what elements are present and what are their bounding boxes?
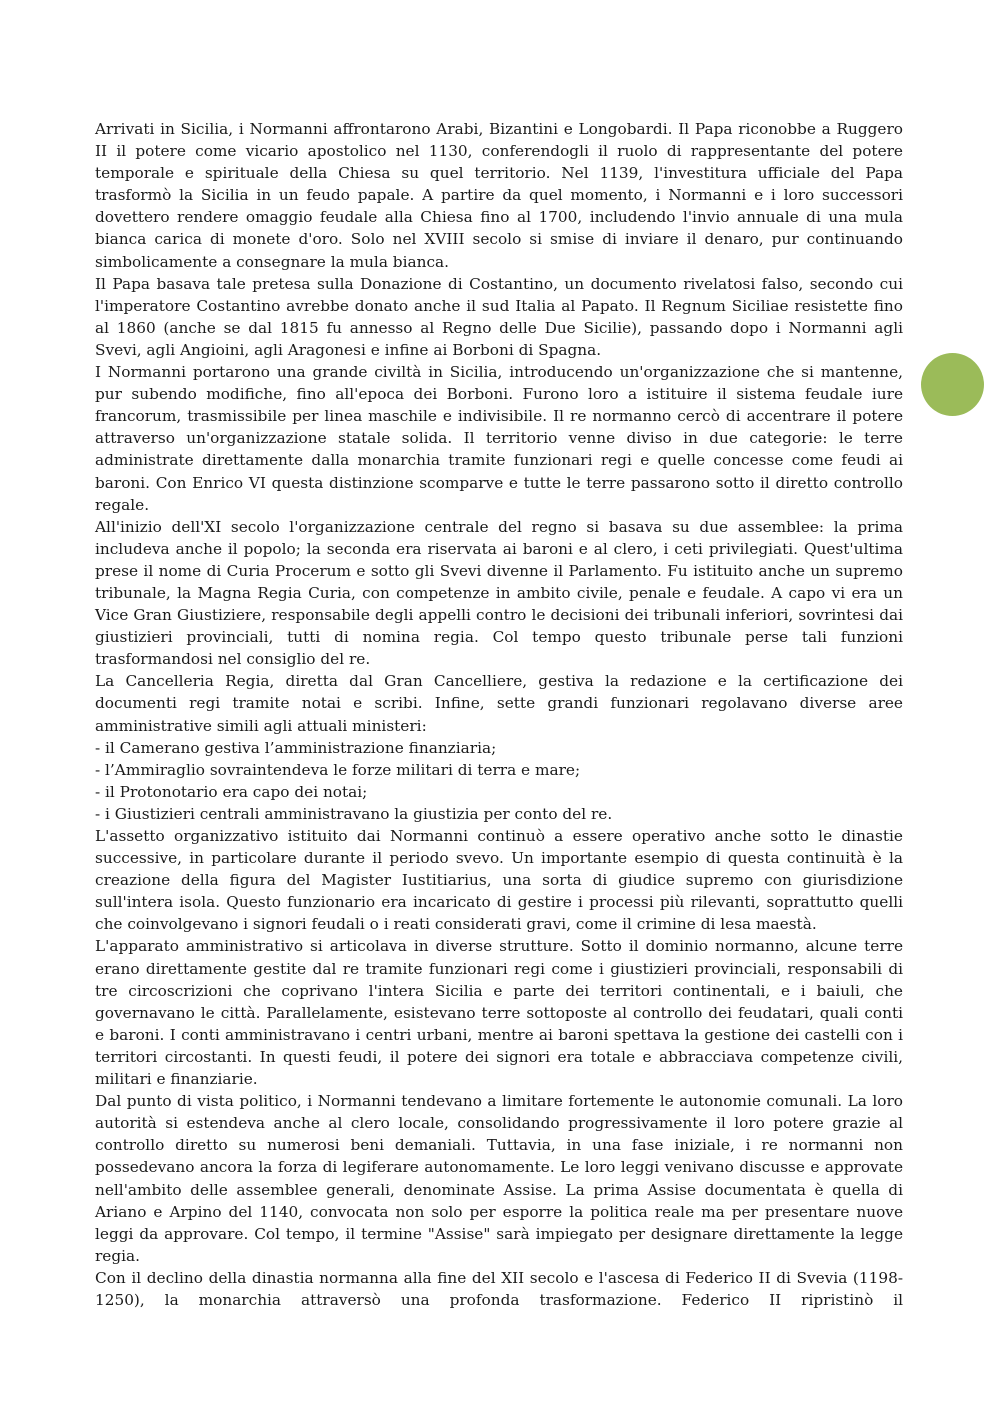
green-circle-marker <box>921 353 984 416</box>
paragraph-5: La Cancelleria Regia, diretta dal Gran Cancelliere, gestiva la redazione e la certificazione dei documenti regi tramite notai e scribi. Infine, sette grandi funzionari regolavano diverse aree amministrative simili agli attuali ministeri: <box>95 672 903 735</box>
paragraph-6: L'assetto organizzativo istituito dai Normanni continuò a essere operativo anche sotto le dinastie successive, in particolare durante il periodo svevo. Un importante esempio di questa continuità è la creazione della figura del Magister Iustitiarius, una sorta di giudice supremo con giurisdizione sull'intera isola. Questo funzionario era incaricato di gestire i processi più rilevanti, soprattutto quelli che coinvolgevano i signori feudali o i reati considerati gravi, come il crimine di lesa maestà. <box>95 827 903 934</box>
paragraph-3: I Normanni portarono una grande civiltà in Sicilia, introducendo un'organizzazione che si mantenne, pur subendo modifiche, fino all'epoca dei Borboni. Furono loro a istituire il sistema feudale iure francorum, trasmissibile per linea maschile e indivisibile. Il re normanno cercò di accentrare il potere attraverso un'organizzazione statale solida. Il territorio venne diviso in due categorie: le terre administrate direttamente dalla monarchia tramite funzionari regi e quelle concesse come feudi ai baroni. Con Enrico VI questa distinzione scomparve e tutte le terre passarono sotto il diretto controllo regale. <box>95 363 903 514</box>
paragraph-9: Con il declino della dinastia normanna alla fine del XII secolo e l'ascesa di Federico II di Svevia (1198-1250), la monarchia attraversò una profonda trasformazione. Federico II ripristinò il <box>95 1268 903 1309</box>
list-item: - il Camerano gestiva l’amministrazione finanziaria; <box>95 738 497 757</box>
paragraph-1: Arrivati in Sicilia, i Normanni affrontarono Arabi, Bizantini e Longobardi. Il Papa riconobbe a Ruggero II il potere come vicario apostolico nel 1130, conferendogli il ruolo di rappresentante del potere temporale e spirituale della Chiesa su quel territorio. Nel 1139, l'investitura ufficiale del Papa trasformò la Sicilia in un feudo papale. A partire da quel momento, i Normanni e i loro successori dovettero rendere omaggio feudale alla Chiesa fino al 1700, includendo l'invio annuale di una mula bianca carica di monete d'oro. Solo nel XVIII secolo si smise di inviare il denaro, pur continuando simbolicamente a consegnare la mula bianca. <box>95 120 903 271</box>
body-text <box>95 118 903 1311</box>
list-item: - l’Ammiraglio sovraintendeva le forze militari di terra e mare; <box>95 760 581 779</box>
paragraph-7: L'apparato amministrativo si articolava in diverse strutture. Sotto il dominio normanno, alcune terre erano direttamente gestite dal re tramite funzionari regi come i giustizieri provinciali, responsabili di tre circoscrizioni che coprivano l'intera Sicilia e parte dei territori continentali, e i baiuli, che governavano le città. Parallelamente, esistevano terre sottoposte al controllo dei feudatari, quali conti e baroni. I conti amministravano i centri urbani, mentre ai baroni spettava la gestione dei castelli con i territori circostanti. In questi feudi, il potere dei signori era totale e abbracciava competenze civili, militari e finanziarie. <box>95 937 903 1089</box>
list-item: - il Protonotario era capo dei notai; <box>95 782 368 801</box>
paragraph-8: Dal punto di vista politico, i Normanni tendevano a limitare fortemente le autonomie comunali. La loro autorità si estendeva anche al clero locale, consolidando progressivamente il loro potere grazie al controllo diretto su numerosi beni demaniali. Tuttavia, in una fase iniziale, i re normanni non possedevano ancora la forza di legiferare autonomamente. Le loro leggi venivano discusse e approvate nell'ambito delle assemblee generali, denominate Assise. La prima Assise documentata è quella di Ariano e Arpino del 1140, convocata non solo per esporre la politica reale ma per presentare nuove leggi da approvare. Col tempo, il termine "Assise" sarà impiegato per designare direttamente la legge regia. <box>95 1092 903 1265</box>
paragraph-2: Il Papa basava tale pretesa sulla Donazione di Costantino, un documento rivelatosi falso, secondo cui l'imperatore Costantino avrebbe donato anche il sud Italia al Papato. Il Regnum Siciliae resistette fino al 1860 (anche se dal 1815 fu annesso al Regno delle Due Sicilie), passando dopo i Normanni agli Svevi, agli Angioini, agli Aragonesi e infine ai Borboni di Spagna. <box>95 274 903 359</box>
officials-list <box>95 737 903 825</box>
paragraph-4: All'inizio dell'XI secolo l'organizzazione centrale del regno si basava su due assemblee: la prima includeva anche il popolo; la seconda era riservata ai baroni e al clero, i ceti privilegiati. Quest'ultima prese il nome di Curia Procerum e sotto gli Svevi divenne il Parlamento. Fu istituito anche un supremo tribunale, la Magna Regia Curia, con competenze in ambito civile, penale e feudale. A capo vi era un Vice Gran Giustiziere, responsabile degli appelli contro le decisioni dei tribunali inferiori, sovrintesi dai giustizieri provinciali, tutti di nomina regia. Col tempo questo tribunale perse tali funzioni trasformandosi nel consiglio del re. <box>95 517 903 669</box>
list-item: - i Giustizieri centrali amministravano la giustizia per conto del re. <box>95 804 613 823</box>
